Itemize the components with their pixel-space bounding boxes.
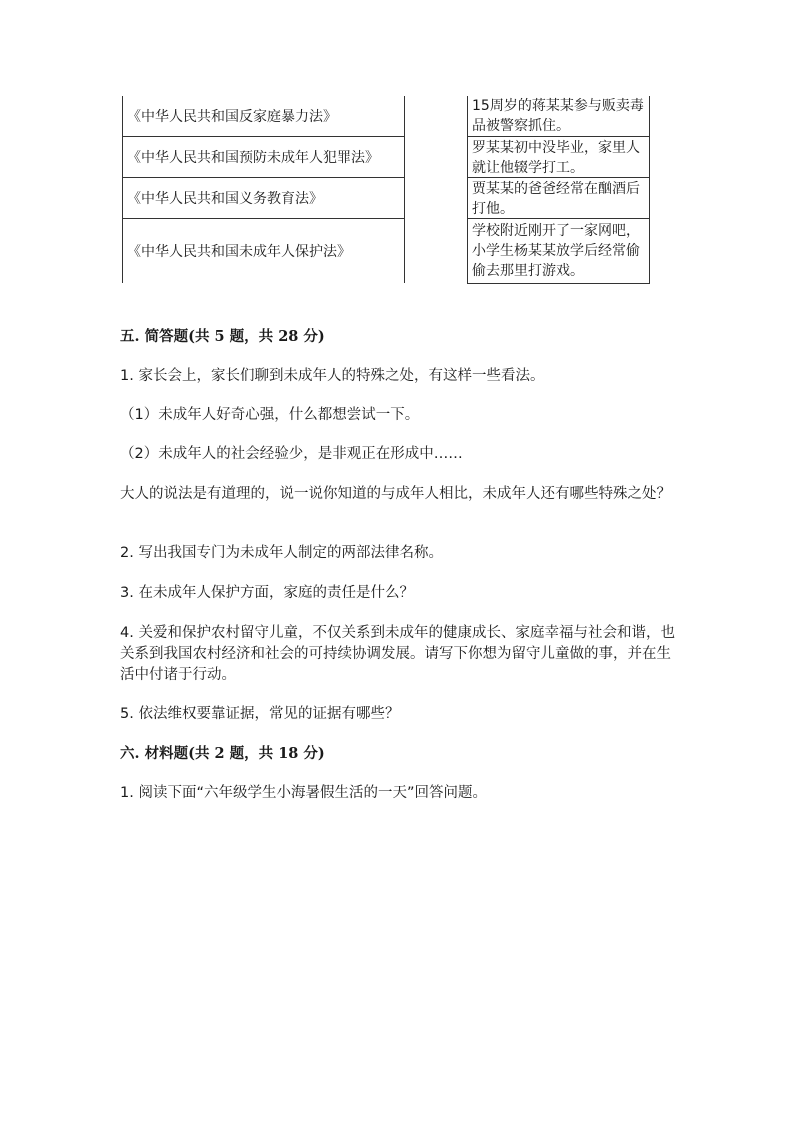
q3: 3. 在未成年人保护方面，家庭的责任是什么？ [120,585,414,601]
q1-intro: 1. 家长会上，家长们聊到未成年人的特殊之处，有这样一些看法。 [120,368,545,384]
case-item: 贾某某的爸爸经常在酗酒后打他。 [468,178,649,219]
law-item: 《中华人民共和国预防未成年人犯罪法》 [123,137,404,178]
section6-heading: 六. 材料题(共 2 题，共 18 分) [120,745,325,762]
q5: 5. 依法维权要靠证据，常见的证据有哪些？ [120,706,400,722]
case-item: 罗某某初中没毕业，家里人就让他辍学打工。 [468,137,649,178]
law-item: 《中华人民共和国未成年人保护法》 [127,244,351,260]
law-list [122,96,405,283]
q1-point2: （2）未成年人的社会经验少，是非观正在形成中…… [120,446,463,462]
case-list [467,96,650,284]
case-item: 学校附近刚开了一家网吧，小学生杨某某放学后经常偷偷去那里打游戏。 [472,223,640,279]
section5-heading: 五. 简答题(共 5 题，共 28 分) [120,328,325,345]
q1-point1: （1）未成年人好奇心强，什么都想尝试一下。 [120,407,420,423]
q4: 4. 关爱和保护农村留守儿童，不仅关系到未成年的健康成长、家庭幸福与社会和谐，也关系到我国农村经济和社会的可持续协调发展。请写下你想为留守儿童做的事，并在生活中付诸于行动。 [120,625,675,683]
q1-question: 大人的说法是有道理的，说一说你知道的与成年人相比，未成年人还有哪些特殊之处？ [120,486,671,502]
law-item: 《中华人民共和国义务教育法》 [123,178,404,219]
s6-q1: 1. 阅读下面“六年级学生小海暑假生活的一天”回答问题。 [120,785,487,801]
q2: 2. 写出我国专门为未成年人制定的两部法律名称。 [120,545,443,561]
case-item: 15周岁的蒋某某参与贩卖毒品被警察抓住。 [468,96,649,137]
law-item: 《中华人民共和国反家庭暴力法》 [123,96,404,137]
